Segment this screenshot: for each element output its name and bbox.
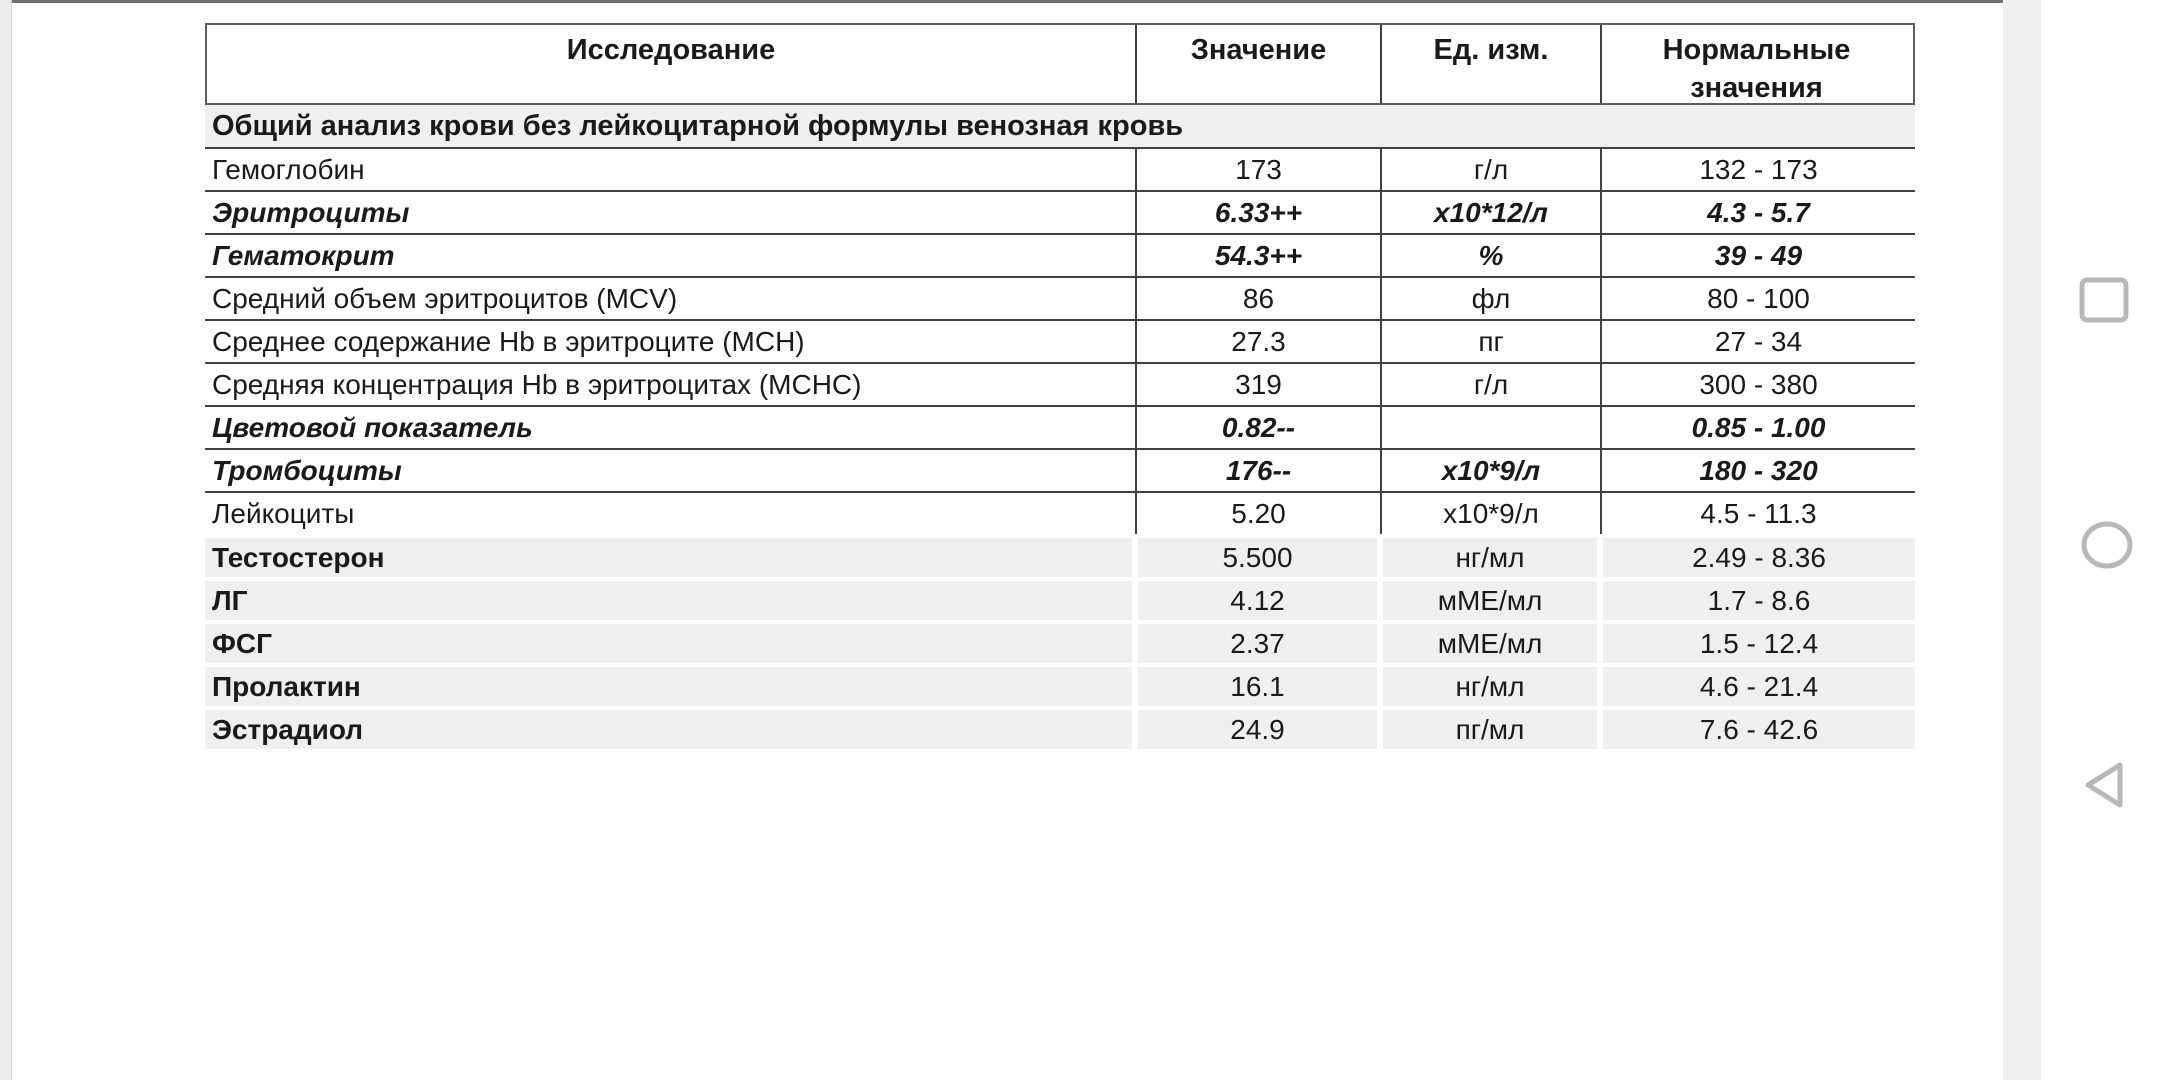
square-icon [2078,274,2130,326]
normal-range-cell: 2.49 - 8.36 [1603,538,1915,577]
unit-cell: % [1380,235,1600,276]
unit-cell: пг [1380,321,1600,362]
unit-cell: мМЕ/мл [1383,624,1597,663]
value-cell: 176-- [1135,450,1380,491]
table-row [205,491,1915,534]
value-cell: 5.20 [1135,493,1380,534]
unit-cell: г/л [1380,149,1600,190]
value-cell: 54.3++ [1135,235,1380,276]
normal-range-cell: 132 - 173 [1600,149,1915,190]
normal-range-cell: 4.6 - 21.4 [1603,667,1915,706]
section-title: Общий анализ крови без лейкоцитарной формулы венозная кровь [212,109,1184,142]
unit-cell: пг/мл [1383,710,1597,749]
table-row [205,190,1915,233]
column-header-study: Исследование [566,34,776,66]
column-header-unit: Ед. изм. [1380,25,1600,103]
table-header-row [205,23,1915,105]
table-row [205,448,1915,491]
unit-cell: фл [1380,278,1600,319]
table-row [205,319,1915,362]
table-row [205,581,1915,620]
home-button[interactable] [2081,519,2133,571]
normal-range-cell: 4.3 - 5.7 [1600,192,1915,233]
unit-cell: х10*9/л [1380,450,1600,491]
value-cell: 319 [1135,364,1380,405]
table-row [205,710,1915,749]
table-row [205,667,1915,706]
study-cell: Пролактин [205,667,1132,706]
study-cell: Тромбоциты [212,454,402,486]
study-cell: Гематокрит [212,239,395,271]
normal-range-cell: 27 - 34 [1600,321,1915,362]
triangle-left-icon [2079,757,2131,813]
value-cell: 173 [1135,149,1380,190]
normal-range-cell: 80 - 100 [1600,278,1915,319]
value-cell: 5.500 [1138,538,1377,577]
study-cell: Эстрадиол [205,710,1132,749]
value-cell: 0.82-- [1135,407,1380,448]
normal-range-cell: 0.85 - 1.00 [1600,407,1915,448]
unit-cell: х10*9/л [1380,493,1600,534]
normal-range-cell: 1.5 - 12.4 [1603,624,1915,663]
value-cell: 86 [1135,278,1380,319]
table-row [205,276,1915,319]
study-cell: Среднее содержание Hb в эритроците (MCH) [212,325,805,357]
section-header-row [205,105,1915,147]
study-cell: Лейкоциты [212,497,355,529]
column-header-normal: Нормальные значения [1600,25,1911,103]
study-cell: Тестостерон [205,538,1132,577]
table-row [205,362,1915,405]
lab-report-table [205,23,1915,749]
page-left-edge [0,0,12,1080]
study-cell: Гемоглобин [212,153,365,185]
table-row [205,405,1915,448]
value-cell: 6.33++ [1135,192,1380,233]
value-cell: 16.1 [1138,667,1377,706]
study-cell: ФСГ [205,624,1132,663]
value-cell: 24.9 [1138,710,1377,749]
unit-cell: нг/мл [1383,667,1597,706]
table-row [205,538,1915,577]
normal-range-cell: 180 - 320 [1600,450,1915,491]
unit-cell: мМЕ/мл [1383,581,1597,620]
normal-range-cell: 39 - 49 [1600,235,1915,276]
page-right-edge [2003,0,2041,1080]
unit-cell: г/л [1380,364,1600,405]
study-cell: Эритроциты [212,196,410,228]
page-top-edge-line [0,0,2003,3]
table-row [205,233,1915,276]
normal-range-cell: 7.6 - 42.6 [1603,710,1915,749]
android-navbar [2041,0,2160,1080]
normal-range-cell: 300 - 380 [1600,364,1915,405]
study-cell: Цветовой показатель [212,411,533,443]
column-header-value: Значение [1135,25,1380,103]
table-row [205,147,1915,190]
value-cell: 4.12 [1138,581,1377,620]
normal-range-cell: 4.5 - 11.3 [1600,493,1915,534]
study-cell: Средний объем эритроцитов (MCV) [212,282,678,314]
study-cell: ЛГ [205,581,1132,620]
back-button[interactable] [2079,757,2131,813]
table-row [205,624,1915,663]
recents-button[interactable] [2078,274,2130,326]
value-cell: 27.3 [1135,321,1380,362]
circle-icon [2081,519,2133,571]
unit-cell [1380,407,1600,448]
value-cell: 2.37 [1138,624,1377,663]
normal-range-cell: 1.7 - 8.6 [1603,581,1915,620]
unit-cell: нг/мл [1383,538,1597,577]
study-cell: Средняя концентрация Hb в эритроцитах (MCHC) [212,368,862,400]
unit-cell: х10*12/л [1380,192,1600,233]
